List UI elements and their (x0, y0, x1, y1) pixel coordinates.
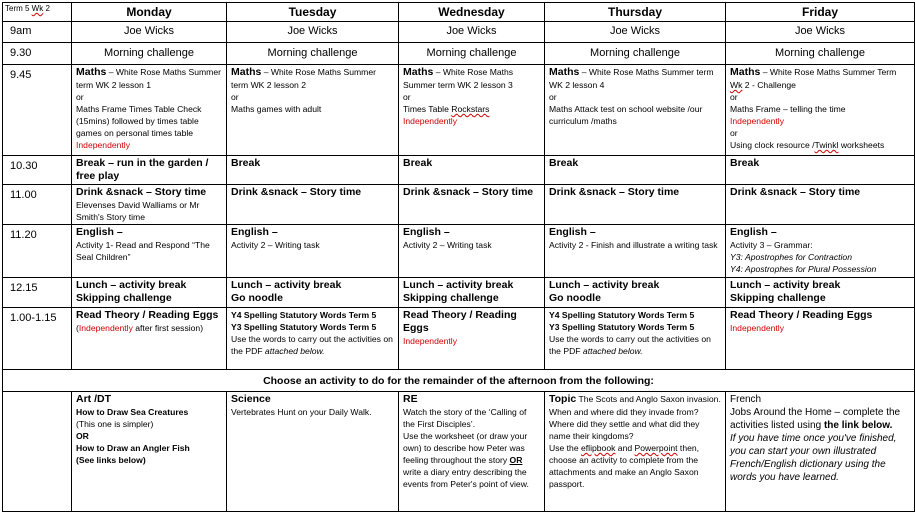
activity-art: Art /DT How to Draw Sea Creatures (This one is simpler) OR How to Draw an Angler Fish (See links below) (72, 392, 227, 512)
english-mon: English – Activity 1- Read and Respond “The Seal Children” (72, 225, 227, 278)
time-1120: 11.20 (3, 225, 72, 278)
time-945: 9.45 (3, 65, 72, 156)
maths-mon: Maths – White Rose Maths Summer term WK 2 lesson 1 or Maths Frame Times Table Check (15mins) followed by times table games on personal times table Independently (72, 65, 227, 156)
morning-challenge-tue: Morning challenge (227, 43, 399, 65)
day-friday: Friday (726, 3, 915, 22)
morning-challenge-fri: Morning challenge (726, 43, 915, 65)
drink-thu: Drink &snack – Story time (545, 185, 726, 225)
joe-wicks-mon: Joe Wicks (72, 22, 227, 43)
time-1100: 11.00 (3, 185, 72, 225)
day-monday: Monday (72, 3, 227, 22)
spelling-tue: Y4 Spelling Statutory Words Term 5 Y3 Spelling Statutory Words Term 5 Use the words to carry out the activities on the PDF attached below. (227, 308, 399, 370)
break-wed: Break (399, 156, 545, 185)
lunch-thu: Lunch – activity break Go noodle (545, 278, 726, 308)
time-930: 9.30 (3, 43, 72, 65)
joe-wicks-fri: Joe Wicks (726, 22, 915, 43)
time-9am: 9am (3, 22, 72, 43)
time-1215: 12.15 (3, 278, 72, 308)
lunch-wed: Lunch – activity break Skipping challenge (399, 278, 545, 308)
joe-wicks-tue: Joe Wicks (227, 22, 399, 43)
maths-wed: Maths – White Rose Maths Summer term WK 2 lesson 3 or Times Table Rockstars Independently (399, 65, 545, 156)
morning-challenge-wed: Morning challenge (399, 43, 545, 65)
day-tuesday: Tuesday (227, 3, 399, 22)
break-fri: Break (726, 156, 915, 185)
activity-french: French Jobs Around the Home – complete the activities listed using the link below. If you have time once you've finished, you can start your own illustrated French/English dictionary using the words you have learned. (726, 392, 915, 512)
maths-tue: Maths – White Rose Maths Summer term WK 2 lesson 2 or Maths games with adult (227, 65, 399, 156)
break-tue: Break (227, 156, 399, 185)
maths-thu: Maths – White Rose Maths Summer term WK 2 lesson 4 or Maths Attack test on school website /our curriculum /maths (545, 65, 726, 156)
lunch-tue: Lunch – activity break Go noodle (227, 278, 399, 308)
english-fri: English – Activity 3 – Grammar: Y3: Apostrophes for Contraction Y4: Apostrophes for Plural Possession (726, 225, 915, 278)
drink-mon: Drink &snack – Story time Elevenses David Walliams or Mr Smith's Story time (72, 185, 227, 225)
day-thursday: Thursday (545, 3, 726, 22)
morning-challenge-thu: Morning challenge (545, 43, 726, 65)
break-mon: Break – run in the garden / free play (72, 156, 227, 185)
drink-tue: Drink &snack – Story time (227, 185, 399, 225)
activity-topic: Topic The Scots and Anglo Saxon invasion. When and where did they invade from? Where did they settle and what did they name their kingdoms? Use the eflipbook and Powerpoint then, choose an activity to complete from the attachments and make an Anglo Saxon passport. (545, 392, 726, 512)
maths-fri: Maths – White Rose Maths Summer Term Wk 2 - Challenge or Maths Frame – telling the time Independently or Using clock resource /Twinkl worksheets (726, 65, 915, 156)
drink-fri: Drink &snack – Story time (726, 185, 915, 225)
joe-wicks-thu: Joe Wicks (545, 22, 726, 43)
activities-empty-cell (3, 392, 72, 512)
english-thu: English – Activity 2 - Finish and illustrate a writing task (545, 225, 726, 278)
time-1030: 10.30 (3, 156, 72, 185)
morning-challenge-mon: Morning challenge (72, 43, 227, 65)
lunch-fri: Lunch – activity break Skipping challenge (726, 278, 915, 308)
activity-re: RE Watch the story of the ‘Calling of the First Disciples’. Use the worksheet (or draw your own) to describe how Peter was feeling throughout the story OR write a diary entry describing the events from Peter's point of view. (399, 392, 545, 512)
drink-wed: Drink &snack – Story time (399, 185, 545, 225)
activity-science: Science Vertebrates Hunt on your Daily Walk. (227, 392, 399, 512)
day-wednesday: Wednesday (399, 3, 545, 22)
choose-activity-banner: Choose an activity to do for the remainder of the afternoon from the following: (3, 370, 915, 392)
reading-wed: Read Theory / Reading Eggs Independently (399, 308, 545, 370)
break-thu: Break (545, 156, 726, 185)
english-wed: English – Activity 2 – Writing task (399, 225, 545, 278)
spelling-thu: Y4 Spelling Statutory Words Term 5 Y3 Spelling Statutory Words Term 5 Use the words to carry out the activities on the PDF attached below. (545, 308, 726, 370)
time-100-115: 1.00-1.15 (3, 308, 72, 370)
reading-fri: Read Theory / Reading Eggs Independently (726, 308, 915, 370)
term-label: Term 5 Wk 2 (3, 3, 72, 22)
english-tue: English – Activity 2 – Writing task (227, 225, 399, 278)
reading-mon: Read Theory / Reading Eggs (Independently after first session) (72, 308, 227, 370)
joe-wicks-wed: Joe Wicks (399, 22, 545, 43)
lunch-mon: Lunch – activity break Skipping challenge (72, 278, 227, 308)
timetable (2, 2, 915, 512)
